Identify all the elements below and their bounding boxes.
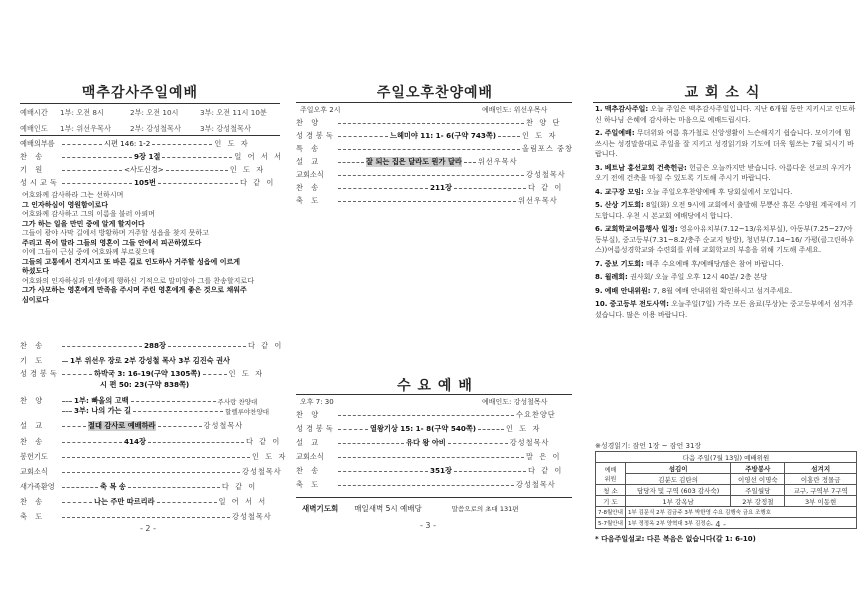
order-label: 찬 양 — [20, 396, 46, 405]
order-label: 기 도 — [20, 356, 46, 365]
dash-leader — [62, 183, 132, 184]
order-content: <사도신경> — [124, 165, 164, 174]
order-person: 다 같 이 — [247, 341, 284, 350]
order-row — [20, 152, 283, 162]
bible-reading: ※성경읽기: 잠언 1장 ~ 잠언 31장 — [595, 442, 702, 450]
reading-line: 심이로다 — [22, 295, 50, 304]
order-person: 강성철목사 — [526, 170, 566, 179]
table-header: 섬겨지 — [785, 463, 857, 474]
order-row — [20, 437, 281, 447]
order-row — [296, 196, 558, 206]
table-cell: 기 도 — [596, 496, 626, 507]
order-label: 찬 송 — [296, 466, 322, 475]
reading-line: 그가 하는 일을 만민 중에 알게 할지어다 — [22, 219, 145, 228]
time-3: 3부: 오전 11시 10분 — [200, 108, 267, 117]
order-row — [20, 356, 230, 366]
order-label: 찬 송 — [20, 497, 46, 506]
dash-leader — [62, 517, 230, 518]
order-label: 설 교 — [20, 421, 46, 430]
order-row — [296, 118, 561, 128]
dash-leader — [62, 426, 86, 427]
order-row — [296, 170, 566, 180]
order-label: 찬 송 — [20, 341, 46, 350]
order-label: 성경봉독 — [296, 131, 336, 140]
order-label: 성경봉독 — [296, 424, 336, 433]
order-row — [20, 165, 265, 175]
responsive-reading — [22, 191, 278, 305]
order-person: 강성철목사 — [509, 438, 550, 447]
order-person: 강성철목사 — [516, 480, 556, 489]
dash-leader — [62, 361, 68, 362]
order-person: 인 도 자 — [522, 131, 558, 140]
table-cell: 이홍란 정몰금 — [785, 474, 857, 485]
dash-leader — [478, 429, 504, 430]
order-person: 인 도 자 — [506, 424, 542, 433]
table-cell: 7-8월안내 — [596, 507, 626, 518]
dash-leader — [152, 144, 212, 145]
order-content: 유다 왕 아비 — [406, 438, 446, 447]
order-row — [100, 380, 189, 390]
table-row — [596, 507, 857, 518]
order-label: 찬 송 — [20, 437, 46, 446]
order-content: 시편 146: 1-2 — [104, 139, 151, 148]
table-cell: 1부 강옥남 — [625, 496, 730, 507]
dash-leader — [62, 401, 72, 402]
page-title: 맥추감사주일예배 — [81, 85, 199, 101]
leader-2: 2부: 강성철목사 — [130, 124, 181, 133]
reading-line: 그들의 고통에서 건지시고 또 바른 길로 인도하사 거주할 성읍에 이르게 — [22, 257, 241, 266]
dash-leader — [62, 170, 122, 171]
leader-label: 예배인도 — [20, 124, 48, 133]
order-content: 시 편 50: 23(구약 838쪽) — [100, 380, 190, 389]
order-person: 다 같 이 — [527, 183, 564, 192]
order-row — [296, 410, 556, 420]
order-content: 288장 — [144, 341, 166, 350]
order-person: 올림포스 중창 — [522, 144, 573, 153]
order-label: 찬 송 — [296, 183, 322, 192]
news-item: 8. 월례회: 권사회/ 오늘 주일 오후 12시 40분/ 2층 본당 — [595, 273, 768, 281]
table-cell: 1부 김문식 2부 김금주 3부 박한영 수요 김행숙 금요 조행호 — [625, 507, 856, 518]
order-person: 다 같 이 — [221, 482, 258, 491]
order-label: 찬 양 — [296, 118, 322, 127]
table-row — [596, 485, 857, 496]
order-content: 9장 1절 — [134, 152, 161, 161]
dash-leader — [498, 136, 520, 137]
dash-leader — [338, 443, 404, 444]
order-row — [60, 406, 269, 416]
table-row — [596, 474, 857, 485]
section-title: 주일오후찬양예배 — [376, 85, 494, 101]
order-label: 특 송 — [296, 144, 322, 153]
column-church-news — [585, 0, 860, 608]
reading-line: 하셨도다 — [22, 267, 50, 275]
dash-leader — [62, 157, 132, 158]
table-cell: 김분도 김탄의 — [625, 474, 730, 485]
order-person: 일 어 서 서 — [218, 497, 268, 506]
dash-leader — [338, 175, 524, 176]
column-afternoon-service — [290, 0, 580, 608]
news-item: 4. 교구장 모임: 오늘 주일오후찬양예배 후 당회실에서 모입니다. — [595, 187, 793, 196]
table-cell: 교구, 구역부 7구역 — [785, 485, 857, 496]
order-row — [20, 178, 275, 188]
section-title: 수 요 예 배 — [397, 378, 473, 394]
order-person: 인 도 자 — [228, 369, 265, 378]
order-content: 105번 — [134, 178, 156, 187]
table-cell: 2부 강정철 — [731, 496, 785, 507]
reading-line: 그가 사모하는 영혼에게 만족을 주시며 주린 영혼에게 좋은 것으로 채워주 — [22, 286, 247, 294]
order-person: 다 같 이 — [245, 437, 282, 446]
title-divider — [296, 394, 572, 395]
order-content: 1부 위선우 장로 2부 강성철 목사 3부 김진숙 권사 — [70, 356, 230, 365]
title-divider — [593, 102, 855, 103]
order-label: 교회소식 — [20, 467, 48, 476]
order-label: 예배의부름 — [20, 139, 55, 148]
reading-line: 여호와께 감사하라 그는 선하시며 — [22, 191, 124, 199]
order-label: 성경봉독 — [20, 369, 60, 378]
dash-leader — [158, 183, 238, 184]
column-sunday-service — [0, 0, 288, 608]
table-row — [596, 496, 857, 507]
dash-leader — [338, 188, 428, 189]
order-content: 축 복 송 — [100, 482, 126, 491]
dash-leader — [62, 472, 240, 473]
order-row — [296, 438, 549, 448]
order-row — [20, 396, 257, 406]
leader-1: 1부: 위선우목사 — [60, 124, 111, 133]
dawn-prayer — [302, 503, 519, 514]
dash-leader — [454, 471, 526, 472]
news-list — [595, 104, 857, 323]
page-number: - 3 - — [420, 521, 436, 530]
sermon-title: 잘 되는 집은 달라도 뭔가 달라 — [366, 157, 462, 166]
dash-leader — [166, 170, 228, 171]
header-divider — [20, 135, 280, 136]
order-person: 인 도 자 — [229, 165, 266, 174]
table-cell: 3부 이동현 — [785, 496, 857, 507]
order-person: 강성철목사 — [232, 512, 272, 521]
order-row — [296, 480, 556, 490]
dawn-note: 말씀으로의 초대 131편 — [451, 505, 519, 513]
table-title: 다음 주일(7월 13일) 예배위원 — [596, 452, 857, 463]
order-row — [296, 157, 518, 167]
order-row — [296, 452, 561, 462]
order-row — [296, 131, 557, 141]
service-leader: 예배인도: 강성철목사 — [482, 398, 548, 406]
order-content: 211장 — [430, 183, 452, 192]
page-number: - 2 - — [140, 524, 156, 533]
order-label: 축 도 — [296, 480, 322, 489]
dash-leader — [157, 502, 217, 503]
dash-leader — [62, 374, 92, 375]
dash-leader — [62, 346, 142, 347]
title-divider — [296, 102, 572, 103]
order-label: 찬 송 — [20, 152, 46, 161]
order-row — [20, 139, 250, 149]
order-row — [20, 497, 267, 507]
dash-leader — [133, 411, 223, 412]
table-cell: 1부 정정옥 2부 양혁대 3부 김정순 — [625, 518, 856, 529]
order-person: 위선우목사 — [477, 157, 518, 166]
footer-divider — [296, 497, 572, 498]
page-number: - 4 - — [710, 520, 726, 529]
order-content: 하박국 3: 16-19(구약 1305쪽) — [94, 369, 201, 378]
dash-leader — [338, 485, 514, 486]
order-label: 교회소식 — [296, 452, 324, 461]
news-item: 5. 산상 기도회: 8일(화) 오전 9시에 교회에서 출발해 무쁭산 휴몬 수양원 계곡에서 기도합니다. 우천 시 본교회 예배당에서 합니다. — [595, 201, 857, 220]
order-person: 찬 양 단 — [526, 118, 562, 127]
dawn-label: 새벽기도회 — [302, 504, 339, 513]
dash-leader — [203, 374, 227, 375]
table-cell: 이영선 이명숙 — [731, 474, 785, 485]
order-label: 성시교독 — [20, 178, 60, 187]
reading-line: 이에 그들이 근심 중에 여호와께 부르짖으매 — [22, 248, 155, 256]
order-person: 수요찬양단 — [516, 410, 556, 419]
order-person: 다 같 이 — [527, 466, 564, 475]
order-label: 축 도 — [296, 196, 322, 205]
reading-line: 주리고 목이 말라 그들의 영혼이 그들 안에서 피곤하였도다 — [22, 238, 202, 247]
order-person: 할렐루야찬양대 — [225, 407, 269, 416]
dash-leader — [338, 149, 520, 150]
order-row — [20, 512, 272, 522]
sermon-title: 절대 감사로 예배하라 — [88, 421, 156, 430]
order-person: 주사랑 찬양대 — [217, 397, 258, 406]
time-1: 1부: 오전 8시 — [60, 108, 104, 117]
dash-leader — [148, 442, 244, 443]
order-row — [296, 144, 573, 154]
table-row — [596, 518, 857, 529]
service-leader-row — [20, 124, 280, 134]
order-content: 느헤미야 11: 1- 6(구약 743쪽) — [390, 131, 497, 140]
order-row — [20, 452, 287, 462]
dash-leader — [62, 442, 122, 443]
dash-leader — [131, 401, 216, 402]
dash-leader — [128, 487, 220, 488]
order-row — [296, 466, 563, 476]
dash-leader — [62, 144, 102, 145]
order-row — [20, 482, 257, 492]
order-label: 기 원 — [20, 165, 46, 174]
order-label: 봉헌기도 — [20, 452, 48, 461]
order-person: 다 같 이 — [239, 178, 276, 187]
order-row — [20, 369, 264, 379]
order-content: 3부: 나의 가는 길 — [74, 406, 132, 415]
dash-leader — [338, 162, 364, 163]
order-row — [20, 467, 282, 477]
news-item: 6. 교회학교여름행사 일정: 영유아유치부(7.12~13/유치부실), 아동부(7.25~27/아동부실), 중고등부(7.31~8.2/충주 순교지 탐방), 청년부(7.14~16/ 가평(클그린하우스))여름성경학교와 수련회를 위해 교회학교의 부흥을 위해 기도해 주세요. — [595, 225, 855, 254]
dash-leader — [62, 411, 72, 412]
order-label: 설 교 — [296, 438, 322, 447]
dash-leader — [162, 157, 232, 158]
worship-team-table — [595, 451, 857, 529]
reading-line: 여호와께 감사하고 그의 이름을 불러 아뢰며 — [22, 210, 155, 218]
dash-leader — [62, 487, 98, 488]
news-item: 2. 주일예배: 무더위와 여름 휴가철로 신앙생활이 느슨해지기 쉽습니다. 모이기에 힘쓰시는 성경말씀대로 주일을 잘 지키고 성경읽기와 기도에 더욱 힘쓰는 7월 되시기 바랍니다. — [595, 129, 854, 158]
table-cell: 주일월당 — [731, 485, 785, 496]
title-divider — [20, 103, 280, 104]
order-label: 교회소식 — [296, 170, 324, 179]
order-person: 말 은 이 — [526, 452, 562, 461]
times-label: 예배시간 — [20, 108, 48, 117]
section-title: 교 회 소 식 — [684, 85, 761, 101]
news-item: 7. 중보 기도회: 매주 수요예배 후/예배당/많은 참여 바랍니다. — [595, 259, 784, 268]
order-content: 351장 — [430, 466, 452, 475]
reading-line: 그 인자하심이 영원함이로다 — [22, 200, 109, 209]
dash-leader — [448, 443, 508, 444]
dash-leader — [338, 429, 368, 430]
order-person: 인 도 자 — [214, 139, 250, 148]
dash-leader — [158, 426, 202, 427]
dash-leader — [62, 502, 92, 503]
order-label: 설 교 — [296, 157, 322, 166]
next-sermon: * 다음주일설교: 다른 복음은 없습니다(갈 1: 6-10) — [595, 535, 756, 543]
dash-leader — [464, 162, 476, 163]
dash-leader — [338, 471, 428, 472]
order-person: 일 어 서 서 — [234, 152, 284, 161]
service-time: 오후 7: 30 — [300, 398, 334, 406]
table-cell: 청 소 — [596, 485, 626, 496]
reading-line: 그들이 광야 사막 길에서 방황하며 거주할 성읍을 찾지 못하고 — [22, 229, 209, 237]
order-person: 인 도 자 — [252, 452, 288, 461]
table-cell: 5-7월안내 — [596, 518, 626, 529]
service-leader: 예배인도: 위선우목사 — [482, 106, 548, 114]
order-row — [20, 421, 243, 431]
order-content: 나는 주만 따르리라 — [94, 497, 155, 506]
table-header: 섬김이 — [625, 463, 730, 474]
news-item: 10. 중고등부 전도사역: 오늘주일(7일) 가족 모든 음료(무상)는 중고등부에서 섬겨주셨습니다. 많은 이용 바랍니다. — [595, 300, 854, 319]
reading-line: 여호와의 인자하심과 인생에게 행하신 기적으로 말미암아 그를 찬송할지로다 — [22, 276, 254, 285]
dash-leader — [338, 415, 514, 416]
order-content: 열왕기상 15: 1- 8(구약 540쪽) — [370, 424, 477, 433]
order-label: 찬 양 — [296, 410, 322, 419]
dash-leader — [338, 136, 388, 137]
service-time-row — [20, 108, 280, 118]
order-row — [296, 183, 563, 193]
order-content: 1부: 빠올의 고백 — [74, 396, 129, 405]
dash-leader — [338, 123, 524, 124]
table-row: 예배 위원 섬김이 주방봉사 섬겨지 — [596, 463, 857, 474]
leader-3: 3부: 강성철목사 — [200, 124, 251, 133]
news-item: 1. 맥추감사주일: 오늘 주일은 맥추감사주일입니다. 지난 6개월 동안 지키시고 인도하신 하나님 은혜에 감사하는 마음으로 예배드립시다. — [595, 105, 856, 124]
table-row — [596, 452, 857, 463]
news-item: 3. 베트남 홍선교회 건축헌금: 헌금은 오늘까지만 받습니다. 아름다운 선교의 우거가 오기 전에 건축을 마칠 수 있도록 기도해 주시기 바랍니다. — [595, 163, 852, 182]
dash-leader — [338, 201, 516, 202]
order-person: 강성철목사 — [242, 467, 282, 476]
dash-leader — [62, 457, 250, 458]
order-person: 강성철목사 — [203, 421, 244, 430]
dawn-time: 매일새벽 5시 예배당 — [354, 504, 422, 513]
news-item: 9. 예배 안내위원: 7, 8월 예배 안내위원 확인하시고 섬겨주세요. — [595, 286, 793, 295]
table-cell: 담당자 및 구역 (603 감사숙) — [625, 485, 730, 496]
dash-leader — [454, 188, 526, 189]
order-label: 축 도 — [20, 512, 46, 521]
order-person: 위선우목사 — [518, 196, 558, 205]
dash-leader — [168, 346, 246, 347]
order-content: 414장 — [124, 437, 146, 446]
table-header: 주방봉사 — [731, 463, 785, 474]
order-row — [20, 341, 283, 351]
dash-leader — [338, 457, 524, 458]
order-row — [296, 424, 541, 434]
order-label: 새가족환영 — [20, 482, 55, 491]
time-2: 2부: 오전 10시 — [130, 108, 179, 117]
service-time: 주일오후 2시 — [300, 106, 341, 114]
